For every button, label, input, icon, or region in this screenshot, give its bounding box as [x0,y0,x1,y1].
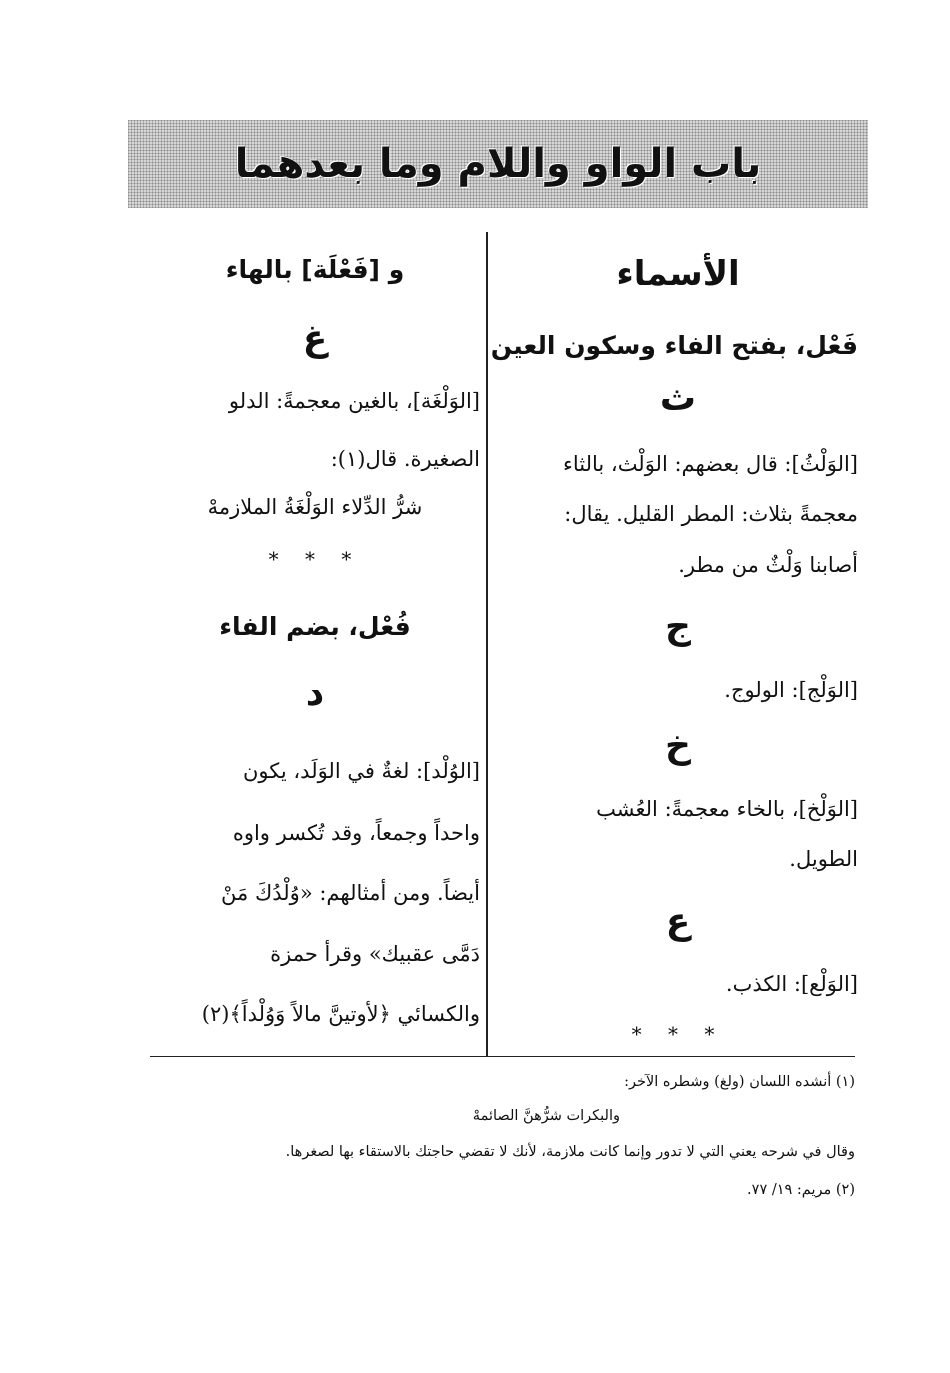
entry-line: أيضاً. ومن أمثالهم: «وُلْدُكَ مَنْ [221,881,480,905]
letter-heading-ain: ع [665,901,691,942]
footnote-1: (١) أنشده اللسان (ولغ) وشطره الآخر: [624,1074,855,1090]
entry-line: [الوَلْخ]، بالخاء معجمةً: العُشب [596,797,858,821]
entry-line: الطويل. [789,847,858,871]
section-separator: * * * [268,547,362,571]
entry-line: [الوَلْثُ]: قال بعضهم: الوَلْث، بالثاء [562,452,858,476]
entry-line: [الوَلْغَة]، بالغين معجمةً: الدلو [228,389,480,413]
footnote-2: (٢) مريم: ١٩/ ٧٧. [747,1182,855,1198]
footnote-separator [150,1056,855,1057]
letter-heading-kha: خ [665,725,691,766]
letter-heading-jim: ج [665,606,691,647]
entry-line: [الوَلْج]: الولوج. [724,678,858,702]
entry-line: والكسائي ﴿لأوتينَّ مالاً وَوُلْداً﴾(٢) [201,1002,480,1026]
chapter-banner [128,120,868,208]
section-heading: الأسماء [616,254,740,294]
letter-heading-tha: ث [659,378,697,419]
subheading: فَعْل، بفتح الفاء وسكون العين [490,331,858,360]
column-divider [486,232,488,1056]
subheading: فُعْل، بضم الفاء [219,612,411,641]
subheading: و [فَعْلَة] بالهاء [225,255,405,284]
entry-line: واحداً وجمعاً، وقد تُكسر واوه [232,821,480,845]
letter-heading-ghain: غ [302,318,328,359]
entry-line: دَمَّى عقبيك» وقرأ حمزة [270,942,480,966]
letter-heading-dal: د [305,673,325,714]
entry-line: معجمةً بثلاث: المطر القليل. يقال: [564,502,858,526]
entry-line: الصغيرة. قال(١): [330,447,480,471]
section-separator: * * * [631,1022,725,1046]
chapter-title: باب الواو واللام وما بعدهما [234,141,762,187]
verse-line: شرُّ الدِّلاء الوَلْغَةُ الملازمهْ [207,495,423,519]
footnote-1-verse: والبكرات شرُّهنَّ الصائمهْ [472,1108,620,1124]
entry-line: [الوَلْع]: الكذب. [725,972,858,996]
entry-line: أصابنا وَلْثٌ من مطر. [678,553,858,577]
entry-line: [الوُلْد]: لغةٌ في الوَلَد، يكون [243,759,480,783]
footnote-1-explanation: وقال في شرحه يعني التي لا تدور وإنما كانت ملازمة، لأنك لا تقضي حاجتك بالاستقاء بها لصغرها. [285,1144,855,1160]
